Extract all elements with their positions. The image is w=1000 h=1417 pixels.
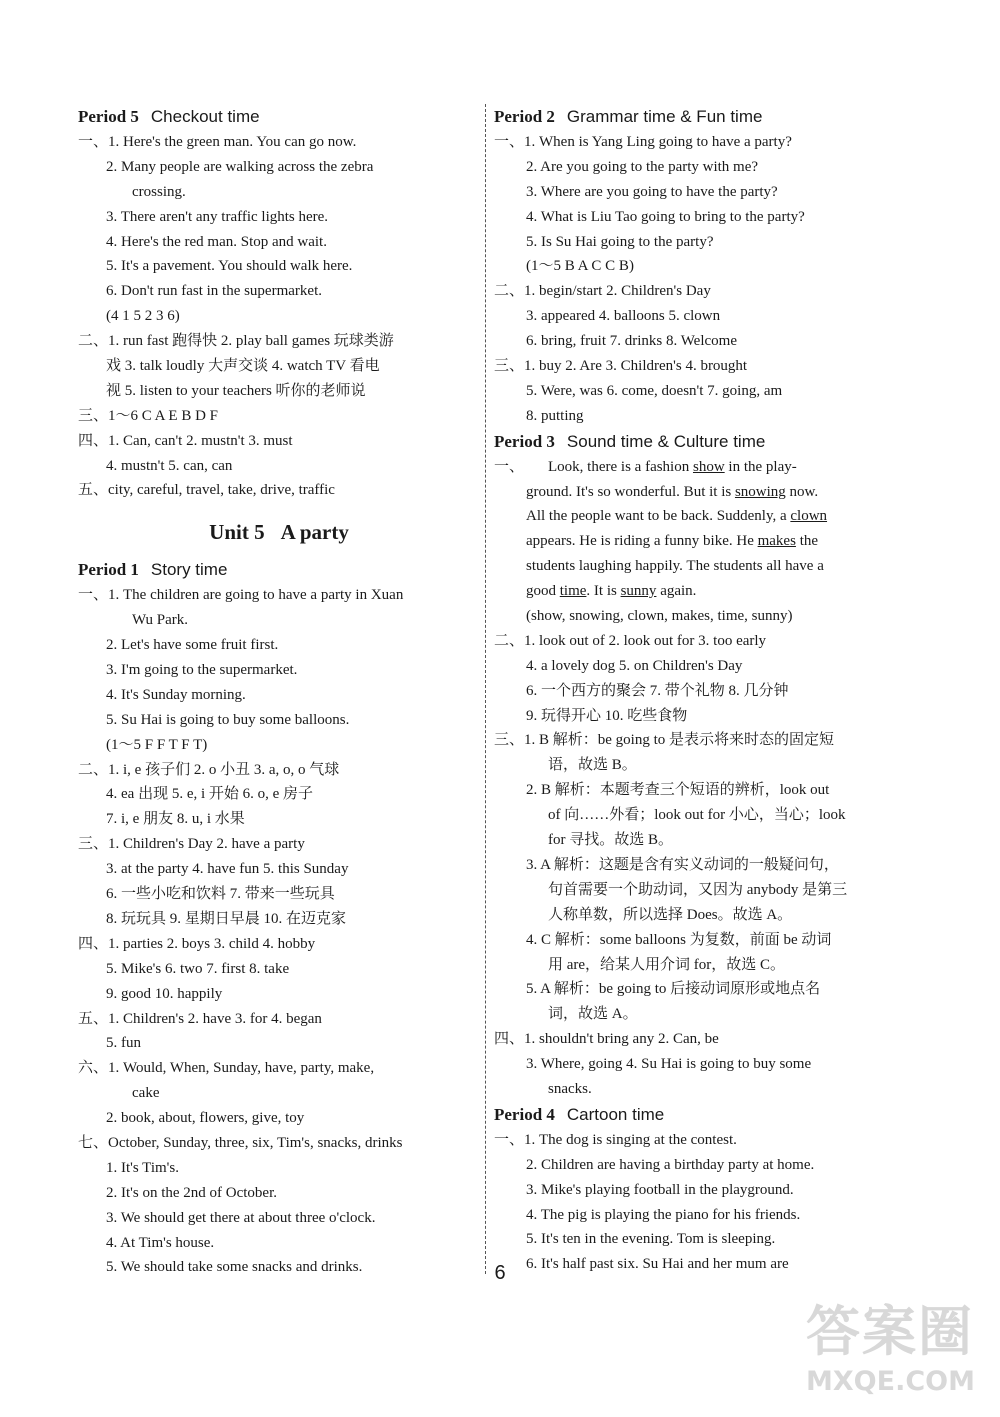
watermark-url: MXQE.COM — [806, 1366, 975, 1397]
passage-line: 一、 Look, there is a fashion show in the play- — [494, 458, 797, 475]
answer-line: 四、1. parties 2. boys 3. child 4. hobby — [78, 935, 316, 952]
period-3-heading: Period 3 Sound time & Culture time — [494, 431, 766, 451]
answer-line: 七、October, Sunday, three, six, Tim's, snacks, drinks — [78, 1134, 403, 1151]
watermark-text: 答案圈 — [806, 1300, 974, 1363]
passage-line: students laughing happily. The students all have a — [526, 558, 824, 575]
column-divider — [485, 104, 486, 1274]
passage-line: ground. It's so wonderful. But it is snowing now. — [526, 483, 819, 500]
answer-line: 一、1. When is Yang Ling going to have a party? — [494, 134, 792, 150]
answer-line: 四、1. Can, can't 2. mustn't 3. must — [78, 432, 293, 449]
answer-line: 5. We should take some snacks and drinks. — [106, 1259, 363, 1276]
answer-line: (4 1 5 2 3 6) — [106, 308, 180, 325]
answer-line: Wu Park. — [132, 612, 189, 629]
answer-line: 2. Children are having a birthday party at home. — [526, 1156, 815, 1173]
page-number: 6 — [494, 1262, 506, 1284]
answer-line: 9. 玩得开心 10. 吃些食物 — [526, 707, 688, 724]
answer-line: for 寻找。故选 B。 — [548, 832, 673, 849]
answer-line: 5. A 解析：be going to 后接动词原形或地点名 — [526, 981, 821, 998]
answer-line: 四、1. shouldn't bring any 2. Can, be — [494, 1031, 719, 1048]
period-1-heading: Period 1 Story time — [78, 560, 228, 580]
answer-line: 三、1. B 解析：be going to 是表示将来时态的固定短 — [494, 732, 834, 749]
answer-line: 6. 一些小吃和饮料 7. 带来一些玩具 — [106, 886, 335, 903]
answer-line: 3. There aren't any traffic lights here. — [106, 208, 329, 225]
answer-line: 4. The pig is playing the piano for his friends. — [526, 1206, 801, 1223]
answer-line: 5. Were, was 6. come, doesn't 7. going, am — [526, 382, 783, 399]
answer-line: 3. at the party 4. have fun 5. this Sunday — [106, 861, 349, 878]
answer-line: 6. It's half past six. Su Hai and her mum are — [526, 1256, 789, 1273]
answer-line: 3. We should get there at about three o'clock. — [106, 1209, 376, 1226]
answer-line: 4. C 解析：some balloons 为复数，前面 be 动词 — [526, 931, 832, 948]
answer-line: cake — [132, 1085, 160, 1102]
unit-heading: Unit 5 A party — [209, 520, 349, 545]
answer-line: 3. I'm going to the supermarket. — [106, 662, 298, 679]
answer-line: 2. It's on the 2nd of October. — [106, 1184, 278, 1201]
answer-line: 2. Many people are walking across the zebra — [106, 158, 374, 175]
answer-line: 4. It's Sunday morning. — [106, 686, 246, 703]
answer-line: 4. ea 出现 5. e, i 开始 6. o, e 房子 — [106, 786, 314, 803]
answer-line: 三、1. Children's Day 2. have a party — [78, 836, 305, 853]
answer-line: 5. Su Hai is going to buy some balloons. — [106, 711, 350, 728]
period-5-heading: Period 5 Checkout time — [78, 107, 260, 126]
answer-line: 4. What is Liu Tao going to bring to the party? — [526, 208, 805, 225]
answer-line: 二、1. run fast 跑得快 2. play ball games 玩球类游 — [78, 333, 394, 350]
answer-line: 9. good 10. happily — [106, 985, 223, 1002]
left-column — [78, 104, 480, 1280]
answer-line: 5. fun — [106, 1035, 141, 1052]
answer-line: 2. B 解析：本题考查三个短语的辨析，look out — [526, 782, 830, 799]
answer-line: 5. Mike's 6. two 7. first 8. take — [106, 960, 290, 977]
answer-line: 4. At Tim's house. — [106, 1234, 215, 1251]
answer-line: 5. Is Su Hai going to the party? — [526, 233, 714, 250]
answer-line: 语，故选 B。 — [548, 757, 637, 774]
answer-line: 词，故选 A。 — [548, 1006, 638, 1023]
answer-line: 4. mustn't 5. can, can — [106, 457, 233, 474]
answer-line: 一、1. The dog is singing at the contest. — [494, 1131, 737, 1148]
answer-line: snacks. — [548, 1080, 592, 1097]
answer-line: 4. a lovely dog 5. on Children's Day — [526, 657, 743, 674]
answer-line: 二、1. look out of 2. look out for 3. too early — [494, 632, 767, 649]
answer-line: 3. Mike's playing football in the playground. — [526, 1181, 794, 1198]
answer-line: 1. It's Tim's. — [106, 1159, 179, 1176]
period-2-heading: Period 2 Grammar time & Fun time — [494, 107, 763, 126]
answer-line: crossing. — [132, 183, 186, 200]
answer-line: 三、1. buy 2. Are 3. Children's 4. brought — [494, 358, 748, 375]
answer-line: 8. putting — [526, 407, 584, 424]
right-column — [494, 104, 894, 1277]
answer-line: 二、1. i, e 孩子们 2. o 小丑 3. a, o, o 气球 — [78, 761, 340, 778]
answer-line: 句首需要一个助动词，又因为 anybody 是第三 — [548, 881, 848, 898]
answer-line: 6. Don't run fast in the supermarket. — [106, 283, 322, 300]
answer-line: 3. appeared 4. balloons 5. clown — [526, 308, 721, 325]
period-4-heading: Period 4 Cartoon time — [494, 1104, 665, 1124]
answer-line: 2. book, about, flowers, give, toy — [106, 1110, 305, 1127]
answer-line: 5. It's a pavement. You should walk here. — [106, 258, 353, 275]
answer-line: 4. Here's the red man. Stop and wait. — [106, 233, 327, 250]
answer-line: 2. Are you going to the party with me? — [526, 158, 759, 175]
passage-line: All the people want to be back. Suddenly, a clown — [526, 508, 828, 525]
answer-line: 用 are，给某人用介词 for，故选 C。 — [548, 956, 786, 973]
answer-line: of 向……外看；look out for 小心，当心；look — [548, 807, 846, 824]
answer-line: (1～5 B A C C B) — [526, 258, 634, 275]
answer-line: 五、city, careful, travel, take, drive, traffic — [78, 482, 335, 499]
answer-line: 三、1～6 C A E B D F — [78, 407, 219, 424]
answer-line: 5. It's ten in the evening. Tom is sleeping. — [526, 1231, 776, 1248]
passage-line: (show, snowing, clown, makes, time, sunny) — [526, 608, 793, 625]
answer-line: 二、1. begin/start 2. Children's Day — [494, 283, 711, 300]
answer-line: 视 5. listen to your teachers 听你的老师说 — [106, 382, 366, 399]
passage-line: appears. He is riding a funny bike. He makes the — [526, 533, 819, 550]
answer-line: 3. Where are you going to have the party? — [526, 183, 778, 200]
answer-line: 戏 3. talk loudly 大声交谈 4. watch TV 看电 — [106, 358, 380, 375]
answer-line: 6. 一个西方的聚会 7. 带个礼物 8. 几分钟 — [526, 682, 789, 699]
answer-line: 五、1. Children's 2. have 3. for 4. began — [78, 1010, 322, 1027]
answer-line: 8. 玩玩具 9. 星期日早晨 10. 在迈克家 — [106, 910, 347, 927]
answer-line: 人称单数，所以选择 Does。故选 A。 — [548, 906, 793, 923]
answer-line: 2. Let's have some fruit first. — [106, 637, 279, 654]
answer-line: 六、1. Would, When, Sunday, have, party, make, — [78, 1060, 375, 1077]
answer-line: 7. i, e 朋友 8. u, i 水果 — [106, 811, 245, 828]
answer-line: (1～5 F F T F T) — [106, 736, 208, 753]
answer-line: 6. bring, fruit 7. drinks 8. Welcome — [526, 333, 737, 350]
answer-line: 一、1. Here's the green man. You can go now. — [78, 134, 357, 150]
passage-line: good time. It is sunny again. — [526, 583, 697, 600]
answer-line: 一、1. The children are going to have a party in Xuan — [78, 587, 404, 604]
answer-line: 3. Where, going 4. Su Hai is going to buy some — [526, 1056, 812, 1073]
answer-line: 3. A 解析：这题是含有实义动词的一般疑问句， — [526, 856, 839, 873]
watermark-logo — [806, 1289, 982, 1407]
